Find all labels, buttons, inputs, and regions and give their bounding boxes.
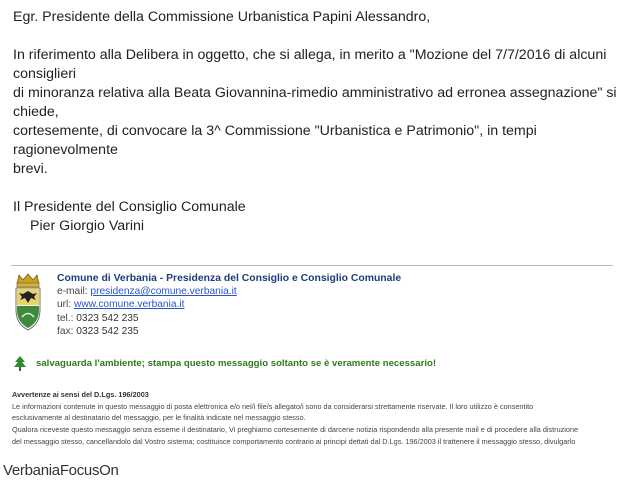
disclaimer-line: Le informazioni contenute in questo messaggio di posta elettronica e/o nel/i file/s allegato/i sono da considerarsi strettamente riservate. Il loro utilizzo è consentito <box>12 401 534 411</box>
disclaimer-line: esclusivamente al destinatario del messaggio, per le finalità indicate nel messaggio stesso. <box>12 413 306 423</box>
website-link[interactable]: www.comune.verbania.it <box>74 299 185 311</box>
privacy-disclaimer <box>12 389 624 448</box>
phone-number[interactable]: 0323 542 235 <box>76 312 139 324</box>
contact-block <box>57 272 401 338</box>
email-link[interactable]: presidenza@comune.verbania.it <box>90 286 237 298</box>
fax-label: fax: <box>57 325 74 337</box>
municipal-crest-icon <box>12 272 44 332</box>
disclaimer-line: Qualora riceveste questo messaggio senza esserne il destinatario, Vi preghiamo cortesemente di darcene notizia rispondendo alla presente mail e di procedere alla distruzione <box>12 425 579 435</box>
signature-divider <box>11 265 613 266</box>
tree-icon <box>12 355 28 371</box>
email-body <box>13 8 625 236</box>
eco-notice-text: salvaguarda l'ambiente; stampa questo messaggio soltanto se è veramente necessario! <box>36 357 437 369</box>
body-line: In riferimento alla Delibera in oggetto, che si allega, in merito a "Mozione del 7/7/2016 di alcuni <box>13 47 607 63</box>
sign-title: Il Presidente del Consiglio Comunale <box>13 199 246 215</box>
body-line: chiede, <box>13 104 59 120</box>
source-watermark: VerbaniaFocusOn <box>3 462 119 479</box>
tel-label: tel.: <box>57 312 74 324</box>
body-line: di minoranza relativa alla Beata Giovannina-rimedio amministrativo ad erronea assegnazione" si <box>13 85 617 101</box>
email-label: e-mail: <box>57 286 88 298</box>
salutation: Egr. Presidente della Commissione Urbanistica Papini Alessandro, <box>13 9 431 25</box>
body-line: brevi. <box>13 161 48 177</box>
eco-notice <box>12 355 436 371</box>
sign-name: Pier Giorgio Varini <box>30 218 145 234</box>
body-line: cortesemente, di convocare la 3^ Commissione "Urbanistica e Patrimonio", in tempi ragionevolmente <box>13 123 537 158</box>
organization-name: Comune di Verbania - Presidenza del Consiglio e Consiglio Comunale <box>57 273 402 284</box>
disclaimer-line: del messaggio stesso, cancellandolo dal Vostro sistema; costituisce comportamento contrario ai principi dettati dal D.Lgs. 196/2003 il trattenere il messaggio stesso, divulgarlo <box>12 436 576 446</box>
disclaimer-heading: Avvertenze ai sensi del D.Lgs. 196/2003 <box>12 390 149 399</box>
fax-number: 0323 542 235 <box>76 325 139 337</box>
body-line: consiglieri <box>13 66 77 82</box>
url-label: url: <box>57 299 72 311</box>
